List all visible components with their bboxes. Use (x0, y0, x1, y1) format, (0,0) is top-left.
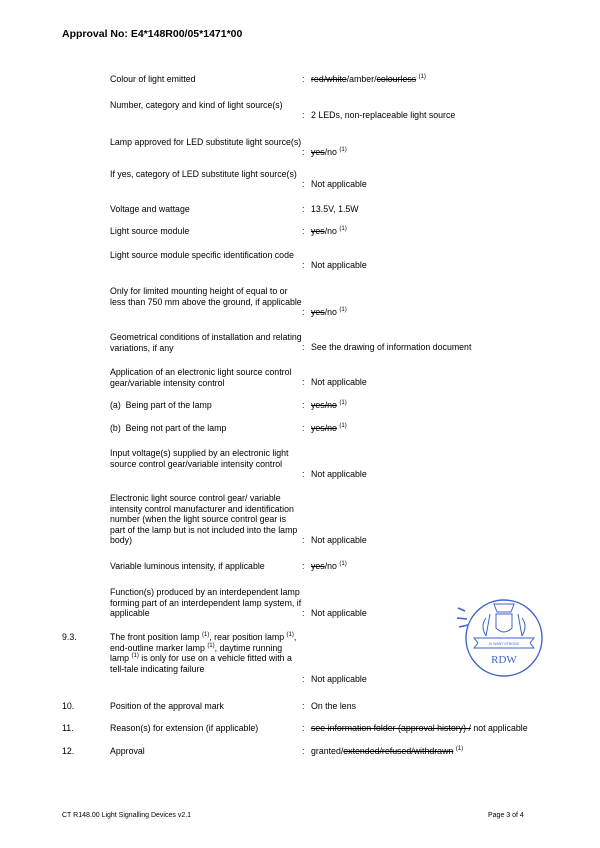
field-value: : yes/no $^{(1)}$ (302, 226, 347, 236)
field-value: : Not applicable (302, 674, 367, 684)
stamp-text: RDW (491, 654, 517, 666)
field-label: (b) Being not part of the lamp (110, 423, 227, 433)
field-value: : On the lens (302, 701, 356, 711)
footer-page-number: Page 3 of 4 (488, 812, 524, 819)
coat-of-arms (483, 604, 525, 636)
approval-number: Approval No: E4*148R00/05*1471*00 (62, 28, 243, 40)
field-label: Voltage and wattage (110, 204, 190, 214)
field-value: : 2 LEDs, non-replaceable light source (302, 110, 456, 120)
footer-document-id: CT R148.00 Light Signalling Devices v2.1 (62, 812, 192, 819)
field-value: : Not applicable (302, 260, 367, 270)
field-label: Colour of light emitted (110, 74, 196, 84)
field-label: Variable luminous intensity, if applicable (110, 561, 265, 571)
field-label: Function(s) produced by an interdependent lamp forming part of an interdependent lamp system, if applicable (110, 587, 302, 618)
field-value: : 13.5V, 1.5W (302, 204, 359, 214)
field-value: : Not applicable (302, 469, 367, 479)
field-label: Application of an electronic light source control gear/variable intensity control (110, 367, 292, 388)
field-label: The front position lamp $^{(1)}$, rear position lamp $^{(1)}$, end-outline marker lamp $^{(1)}$, daytime running lamp $^{(1)}$ is only for use on a vehicle fitted with a tell-tale indicating failure (110, 632, 297, 674)
field-value: : See the drawing of information document (302, 342, 472, 352)
field-label: Reason(s) for extension (if applicable) (110, 723, 259, 733)
field-value: : granted/extended/refused/withdrawn $^{(1)}$ (302, 746, 464, 756)
field-label: Light source module specific identification code (110, 250, 294, 260)
field-label: Only for limited mounting height of equal to or less than 750 mm above the ground, if applicable (110, 286, 302, 307)
field-value: : yes/no $^{(1)}$ (302, 561, 347, 571)
field-value: : yes/no $^{(1)}$ (302, 147, 347, 157)
field-value: : see information folder (approval history) / not applicable (302, 723, 528, 733)
field-value: : Not applicable (302, 179, 367, 189)
field-label: Number, category and kind of light source(s) (110, 100, 283, 110)
stamp-banner: IK WANT STRODE (489, 642, 519, 646)
field-label: Input voltage(s) supplied by an electronic light source control gear/variable intensity control (110, 448, 289, 469)
field-label: Electronic light source control gear/ variable intensity control manufacturer and identification number (when the light source control gear is part of the lamp but is not included into the lamp body) (110, 493, 298, 545)
field-value: : Not applicable (302, 608, 367, 618)
section-number: 12. (62, 746, 75, 756)
field-label: (a) Being part of the lamp (110, 400, 212, 410)
field-label: If yes, category of LED substitute light source(s) (110, 169, 297, 179)
field-label: Light source module (110, 226, 190, 236)
section-number: 10. (62, 701, 75, 711)
field-label: Position of the approval mark (110, 701, 224, 711)
field-value: : Not applicable (302, 535, 367, 545)
field-label: Lamp approved for LED substitute light source(s) (110, 137, 302, 147)
field-value: : Not applicable (302, 377, 367, 387)
section-number: 11. (62, 723, 74, 733)
rdw-stamp (452, 594, 550, 680)
field-value: : yes/no $^{(1)}$ (302, 307, 347, 317)
stamp-flourish (457, 608, 468, 627)
field-value: : yes/no $^{(1)}$ (302, 400, 347, 410)
field-value: : red/white/amber/colourless $^{(1)}$ (302, 74, 426, 84)
section-number: 9.3. (62, 632, 77, 642)
field-label: Geometrical conditions of installation and relating variations, if any (110, 332, 302, 353)
field-value: : yes/no $^{(1)}$ (302, 423, 347, 433)
field-label: Approval (110, 746, 145, 756)
